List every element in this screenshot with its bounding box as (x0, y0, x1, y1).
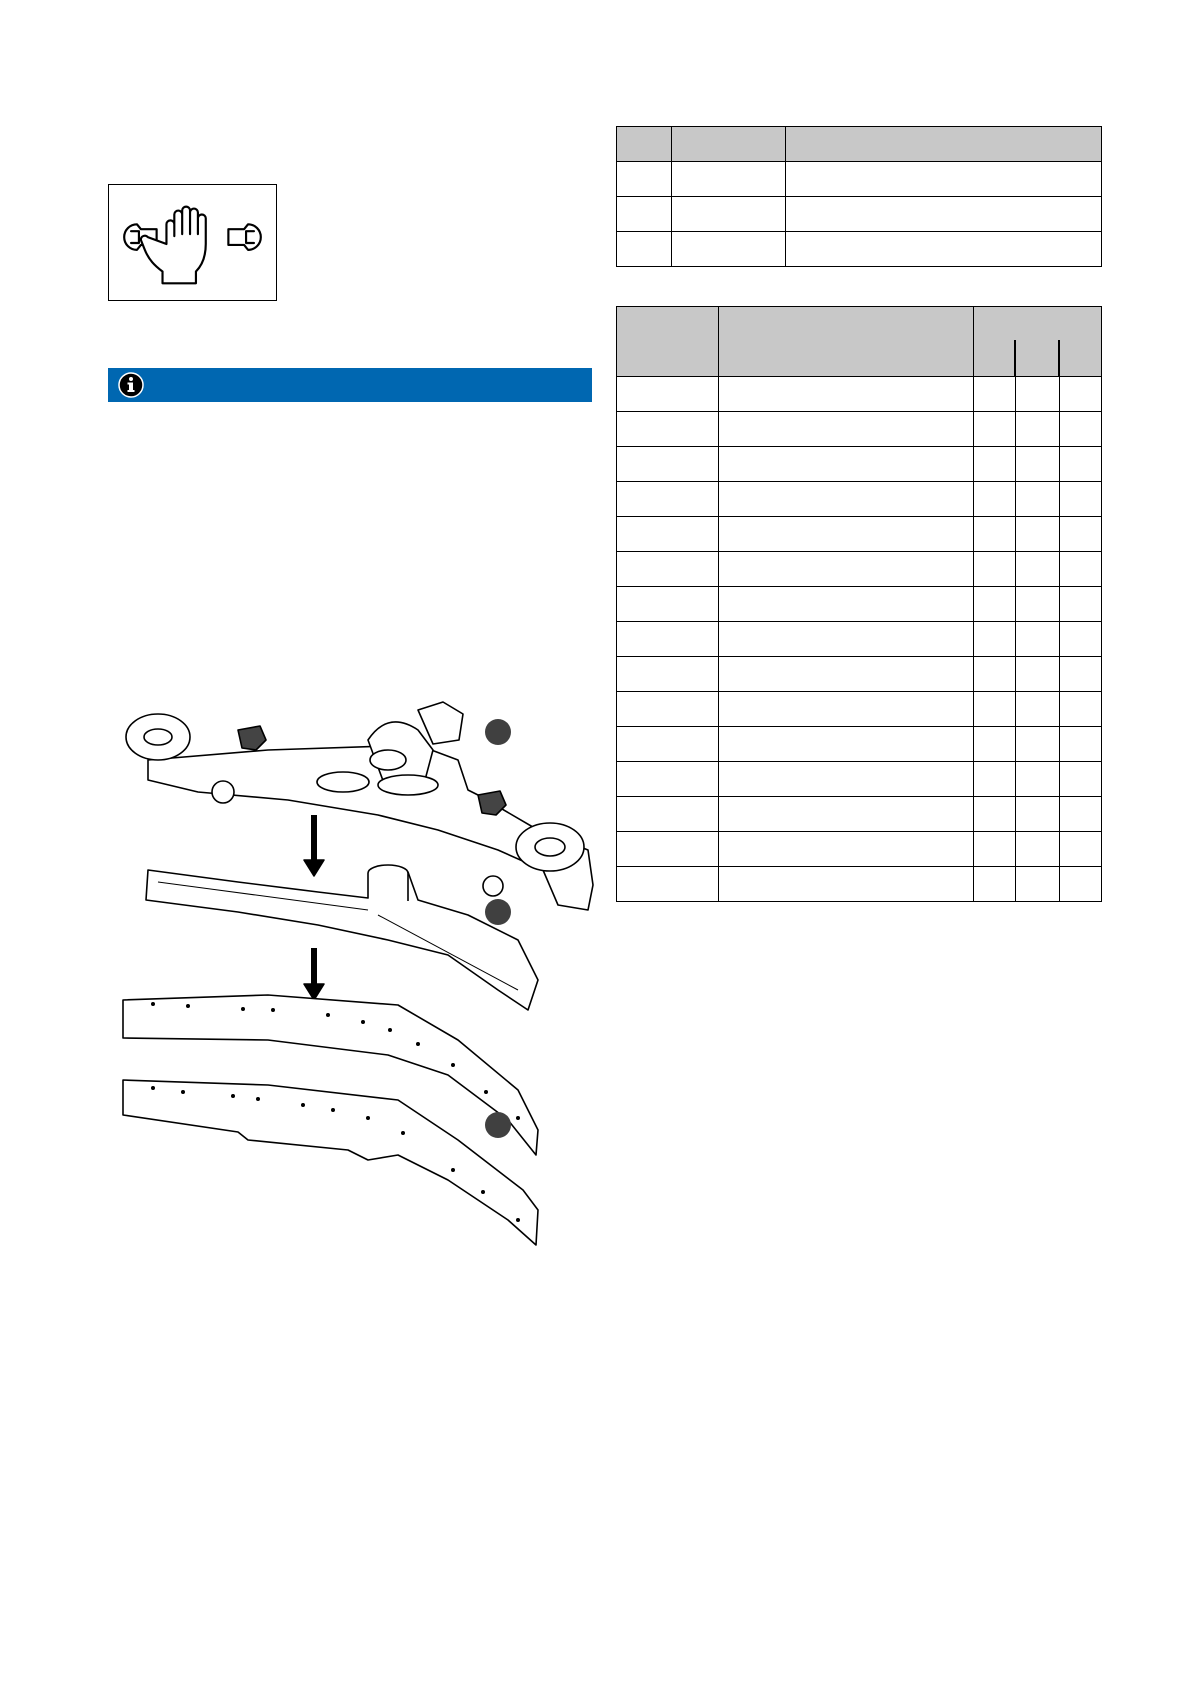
table-row (617, 552, 1102, 587)
table-cell (786, 232, 1102, 267)
parts-table-header (617, 307, 1102, 377)
table-cell (617, 232, 672, 267)
squeegee-exploded-figure (118, 700, 598, 1260)
table-cell (672, 162, 786, 197)
table-cell (617, 412, 719, 447)
parts-table (616, 306, 1102, 902)
table-cell (1016, 657, 1060, 692)
table-cell (974, 552, 1016, 587)
callout-2 (485, 899, 511, 925)
table-row (617, 232, 1102, 267)
table-cell (974, 482, 1016, 517)
legend-table-header (617, 127, 1102, 162)
table-cell (1060, 622, 1102, 657)
table-cell (719, 587, 974, 622)
table-cell (617, 727, 719, 762)
table-cell (719, 622, 974, 657)
table-cell (617, 622, 719, 657)
callout-1 (485, 719, 511, 745)
table-cell (719, 867, 974, 902)
table-cell (786, 162, 1102, 197)
table-row (617, 447, 1102, 482)
table-cell (1016, 727, 1060, 762)
table-row (617, 162, 1102, 197)
table-row (617, 657, 1102, 692)
table-cell (1060, 482, 1102, 517)
table-cell (1060, 762, 1102, 797)
table-cell (786, 197, 1102, 232)
table-cell (617, 867, 719, 902)
header-cell (672, 127, 786, 162)
table-cell (1060, 727, 1102, 762)
table-cell (974, 692, 1016, 727)
table-row (617, 412, 1102, 447)
table-cell (719, 482, 974, 517)
table-cell (1060, 587, 1102, 622)
table-cell (1016, 797, 1060, 832)
table-cell (1016, 482, 1060, 517)
table-row (617, 587, 1102, 622)
table-row (617, 832, 1102, 867)
table-cell (1016, 622, 1060, 657)
header-group-cell (974, 307, 1102, 377)
table-cell (1016, 447, 1060, 482)
table-cell (974, 762, 1016, 797)
table-cell (617, 447, 719, 482)
table-cell (719, 692, 974, 727)
table-cell (719, 412, 974, 447)
table-cell (1016, 517, 1060, 552)
front-blade (123, 1080, 538, 1245)
table-cell (974, 727, 1016, 762)
table-cell (617, 832, 719, 867)
table-cell (617, 587, 719, 622)
table-cell (1016, 552, 1060, 587)
table-cell (974, 587, 1016, 622)
table-cell (974, 517, 1016, 552)
table-cell (719, 552, 974, 587)
table-cell (1060, 517, 1102, 552)
table-row (617, 867, 1102, 902)
table-cell (617, 692, 719, 727)
table-cell (1060, 447, 1102, 482)
table-cell (617, 762, 719, 797)
table-cell (719, 727, 974, 762)
blade-holder (146, 870, 538, 1010)
table-cell (617, 797, 719, 832)
squeegee-assembly-illustration (118, 700, 598, 1260)
subheader-divider (1058, 340, 1060, 376)
table-cell (672, 197, 786, 232)
table-cell (1060, 692, 1102, 727)
table-cell (974, 377, 1016, 412)
hand-with-wrenches-icon (109, 185, 276, 300)
info-banner (108, 368, 592, 402)
table-cell (617, 197, 672, 232)
table-cell (672, 232, 786, 267)
table-row (617, 482, 1102, 517)
table-cell (617, 482, 719, 517)
table-cell (1016, 867, 1060, 902)
table-cell (1060, 552, 1102, 587)
table-row (617, 762, 1102, 797)
header-cell (786, 127, 1102, 162)
table-cell (1016, 832, 1060, 867)
table-cell (719, 377, 974, 412)
header-cell (617, 127, 672, 162)
table-cell (974, 657, 1016, 692)
table-cell (1060, 867, 1102, 902)
table-cell (1016, 692, 1060, 727)
table-cell (974, 832, 1016, 867)
table-cell (974, 412, 1016, 447)
maintenance-symbol (108, 184, 277, 301)
table-cell (974, 447, 1016, 482)
info-icon (118, 372, 144, 398)
table-cell (1060, 412, 1102, 447)
table-cell (1016, 412, 1060, 447)
subheader-divider (1014, 340, 1016, 376)
table-cell (1016, 762, 1060, 797)
table-cell (1016, 377, 1060, 412)
header-cell (617, 307, 719, 377)
table-cell (719, 517, 974, 552)
header-cell (719, 307, 974, 377)
legend-table (616, 126, 1102, 267)
table-cell (974, 797, 1016, 832)
table-cell (719, 762, 974, 797)
table-cell (617, 517, 719, 552)
table-cell (1016, 587, 1060, 622)
table-cell (1060, 797, 1102, 832)
table-cell (719, 447, 974, 482)
table-row (617, 692, 1102, 727)
table-cell (617, 162, 672, 197)
table-cell (974, 867, 1016, 902)
table-row (617, 622, 1102, 657)
table-cell (1060, 657, 1102, 692)
table-cell (719, 797, 974, 832)
table-cell (719, 832, 974, 867)
table-row (617, 797, 1102, 832)
table-cell (617, 377, 719, 412)
table-cell (617, 552, 719, 587)
table-row (617, 377, 1102, 412)
table-row (617, 727, 1102, 762)
table-cell (1060, 832, 1102, 867)
table-row (617, 197, 1102, 232)
table-cell (719, 657, 974, 692)
callout-3 (485, 1112, 511, 1138)
table-cell (617, 657, 719, 692)
table-cell (1060, 377, 1102, 412)
table-cell (974, 622, 1016, 657)
table-row (617, 517, 1102, 552)
